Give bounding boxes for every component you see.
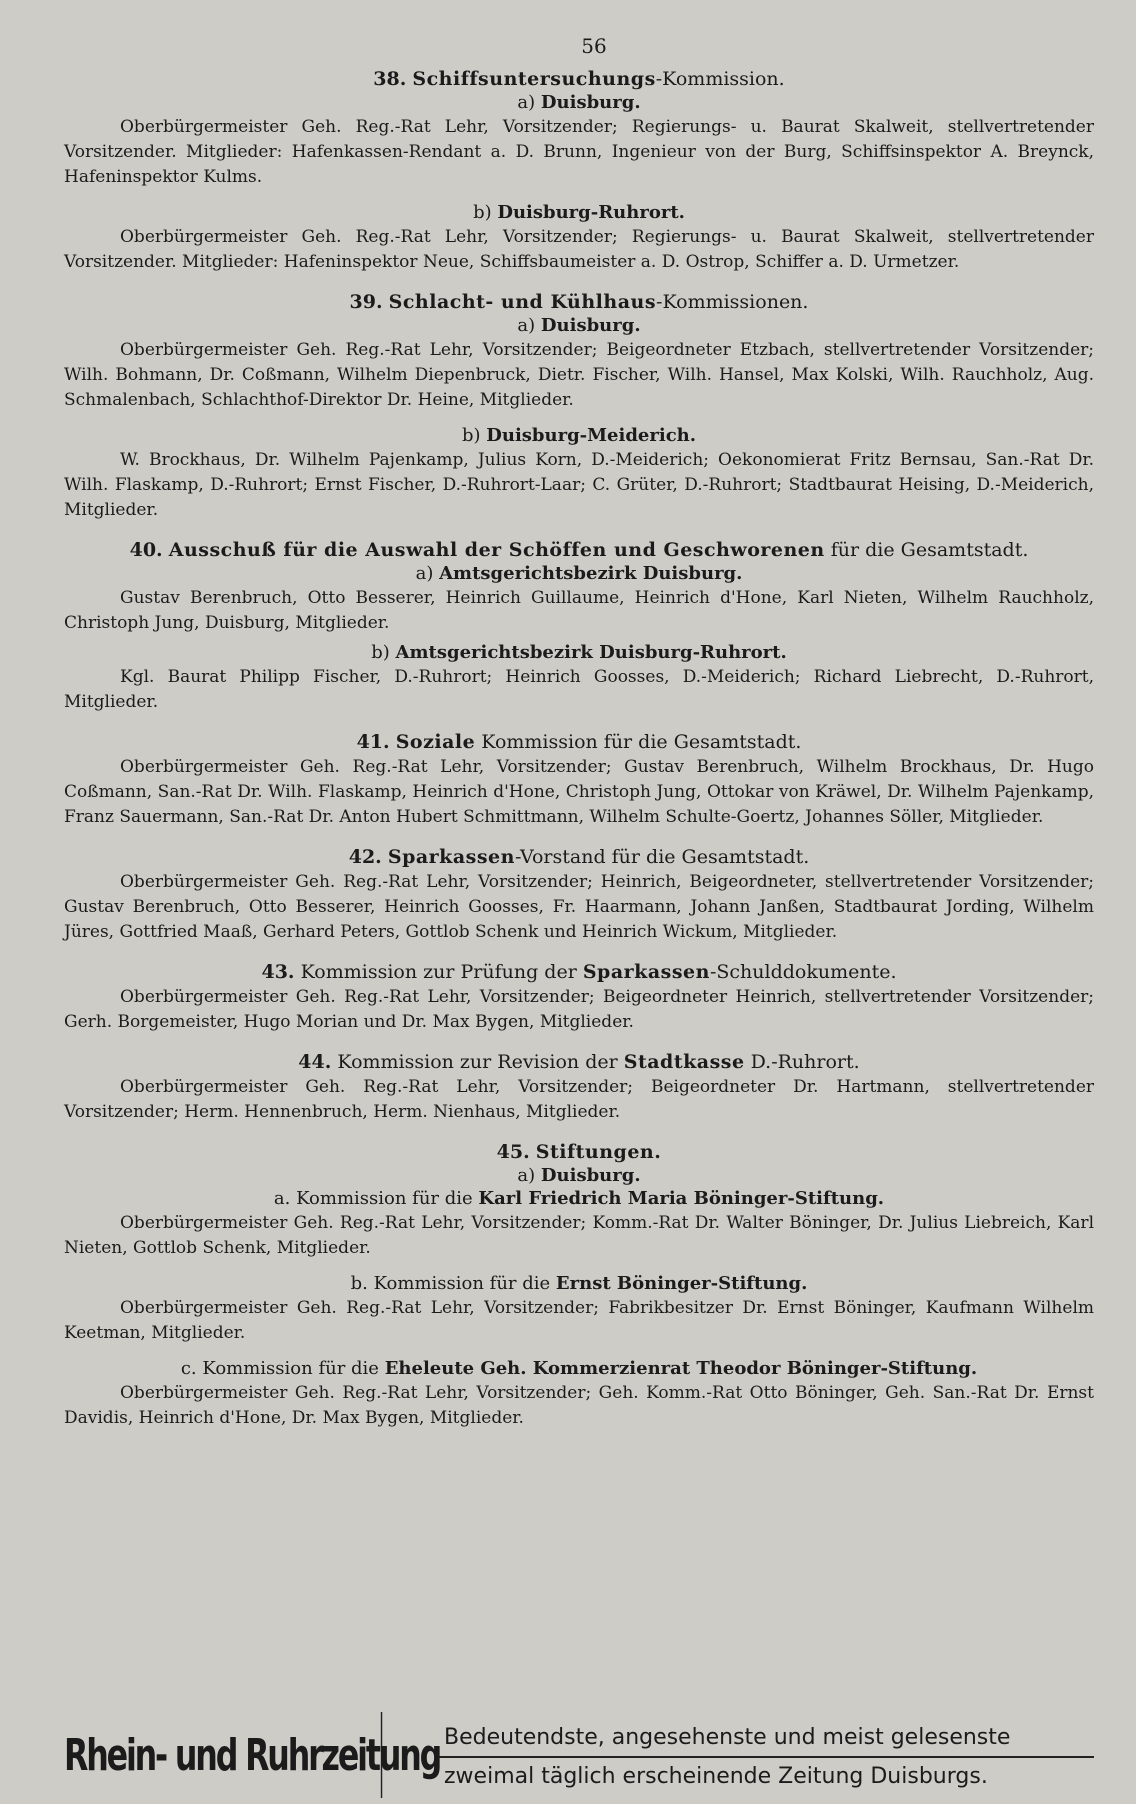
- section-38b-text: Oberbürgermeister Geh. Reg.-Rat Lehr, Vorsitzender; Regierungs- u. Baurat Skalweit, stellvertretender Vorsitzender. Mitglieder: Hafeninspektor Neue, Schiffsbaumeister a. D. Ostrop, Schiffer a. D. Urmetzer.: [64, 227, 1094, 272]
- subsection-heading-38b: b) Duisburg-Ruhrort.: [473, 202, 685, 223]
- item-heading-45a-b: b. Kommission für die Ernst Böninger-Stiftung.: [350, 1273, 808, 1294]
- item-heading-45a-c: c. Kommission für die Eheleute Geh. Kommerzienrat Theodor Böninger-Stiftung.: [180, 1358, 978, 1379]
- advertisement-line-2: zweimal täglich erscheinende Zeitung Duisburgs.: [444, 1764, 988, 1789]
- section-heading-40: 40. Ausschuß für die Auswahl der Schöffen und Geschworenen für die Gesamtstadt.: [129, 539, 1029, 561]
- page-number: 56: [581, 34, 607, 58]
- item-heading-45a-a: a. Kommission für die Karl Friedrich Maria Böninger-Stiftung.: [273, 1188, 885, 1209]
- subsection-heading-39a: a) Duisburg.: [517, 315, 641, 336]
- section-heading-39: 39. Schlacht- und Kühlhaus-Kommissionen.: [349, 291, 809, 313]
- subsection-heading-40b: b) Amtsgerichtsbezirk Duisburg-Ruhrort.: [371, 642, 787, 663]
- section-heading-43: 43. Kommission zur Prüfung der Sparkassen-Schulddokumente.: [261, 961, 897, 983]
- section-heading-38: 38. Schiffsuntersuchungs-Kommission.: [373, 68, 785, 90]
- advertisement-name: Rhein- und Ruhrzeitung: [64, 1712, 382, 1798]
- item-45a-c-text: Oberbürgermeister Geh. Reg.-Rat Lehr, Vorsitzender; Geh. Komm.-Rat Otto Böninger, Geh. San.-Rat Dr. Ernst Davidis, Heinrich d'Hone, Dr. Max Bygen, Mitglieder.: [64, 1383, 1094, 1428]
- subsection-heading-45a: a) Duisburg.: [517, 1165, 641, 1186]
- section-39b-text: W. Brockhaus, Dr. Wilhelm Pajenkamp, Julius Korn, D.-Meiderich; Oekonomierat Fritz Bernsau, San.-Rat Dr. Wilh. Flaskamp, D.-Ruhrort; Ernst Fischer, D.-Ruhrort-Laar; C. Grüter, D.-Ruhrort; Stadtbaurat Heising, D.-Meiderich, Mitglieder.: [64, 450, 1094, 520]
- section-39a-text: Oberbürgermeister Geh. Reg.-Rat Lehr, Vorsitzender; Beigeordneter Etzbach, stellvertretender Vorsitzender; Wilh. Bohmann, Dr. Coßmann, Wilhelm Diepenbruck, Dietr. Fischer, Wilh. Hansel, Max Kolski, Wilh. Rauchholz, Aug. Schmalenbach, Schlachthof-Direktor Dr. Heine, Mitglieder.: [64, 340, 1094, 410]
- section-40b-text: Kgl. Baurat Philipp Fischer, D.-Ruhrort; Heinrich Goosses, D.-Meiderich; Richard Liebrecht, D.-Ruhrort, Mitglieder.: [64, 667, 1094, 712]
- newspaper-advertisement: [64, 1712, 1094, 1798]
- subsection-heading-38a: a) Duisburg.: [517, 92, 641, 113]
- item-45a-b-text: Oberbürgermeister Geh. Reg.-Rat Lehr, Vorsitzender; Fabrikbesitzer Dr. Ernst Böninger, Kaufmann Wilhelm Keetman, Mitglieder.: [64, 1298, 1094, 1343]
- section-heading-45: 45. Stiftungen.: [496, 1141, 662, 1163]
- section-heading-41: 41. Soziale Kommission für die Gesamtstadt.: [356, 731, 802, 753]
- section-38a-text: Oberbürgermeister Geh. Reg.-Rat Lehr, Vorsitzender; Regierungs- u. Baurat Skalweit, stellvertretender Vorsitzender. Mitglieder: Hafenkassen-Rendant a. D. Brunn, Ingenieur von der Burg, Schiffsinspektor A. Breynck, Hafeninspektor Kulms.: [64, 117, 1094, 187]
- section-41-text: Oberbürgermeister Geh. Reg.-Rat Lehr, Vorsitzender; Gustav Berenbruch, Wilhelm Brockhaus, Dr. Hugo Coßmann, San.-Rat Dr. Wilh. Flaskamp, Heinrich d'Hone, Christoph Jung, Ottokar von Kräwel, Dr. Wilhelm Pajenkamp, Franz Sauermann, San.-Rat Dr. Anton Hubert Schmittmann, Wilhelm Schulte-Goertz, Johannes Söller, Mitglieder.: [64, 757, 1094, 827]
- section-heading-42: 42. Sparkassen-Vorstand für die Gesamtstadt.: [348, 846, 810, 868]
- section-42-text: Oberbürgermeister Geh. Reg.-Rat Lehr, Vorsitzender; Heinrich, Beigeordneter, stellvertretender Vorsitzender; Gustav Berenbruch, Otto Besserer, Heinrich Goosses, Fr. Haarmann, Johann Janßen, Stadtbaurat Jording, Wilhelm Jüres, Gottfried Maaß, Gerhard Peters, Gottlob Schenk und Heinrich Wickum, Mitglieder.: [64, 872, 1094, 942]
- subsection-heading-39b: b) Duisburg-Meiderich.: [461, 425, 697, 446]
- subsection-heading-40a: a) Amtsgerichtsbezirk Duisburg.: [415, 563, 743, 584]
- advertisement-text: [438, 1712, 1094, 1798]
- section-44-text: Oberbürgermeister Geh. Reg.-Rat Lehr, Vorsitzender; Beigeordneter Dr. Hartmann, stellvertretender Vorsitzender; Herm. Hennenbruch, Herm. Nienhaus, Mitglieder.: [64, 1077, 1094, 1122]
- section-40a-text: Gustav Berenbruch, Otto Besserer, Heinrich Guillaume, Heinrich d'Hone, Karl Nieten, Wilhelm Rauchholz, Christoph Jung, Duisburg, Mitglieder.: [64, 588, 1094, 633]
- advertisement-line-1: Bedeutendste, angesehenste und meist gelesenste: [438, 1721, 1094, 1758]
- section-heading-44: 44. Kommission zur Revision der Stadtkasse D.-Ruhrort.: [298, 1051, 860, 1073]
- item-45a-a-text: Oberbürgermeister Geh. Reg.-Rat Lehr, Vorsitzender; Komm.-Rat Dr. Walter Böninger, Dr. Julius Liebreich, Karl Nieten, Gottlob Schenk, Mitglieder.: [64, 1213, 1094, 1258]
- section-43-text: Oberbürgermeister Geh. Reg.-Rat Lehr, Vorsitzender; Beigeordneter Heinrich, stellvertretender Vorsitzender; Gerh. Borgemeister, Hugo Morian und Dr. Max Bygen, Mitglieder.: [64, 987, 1094, 1032]
